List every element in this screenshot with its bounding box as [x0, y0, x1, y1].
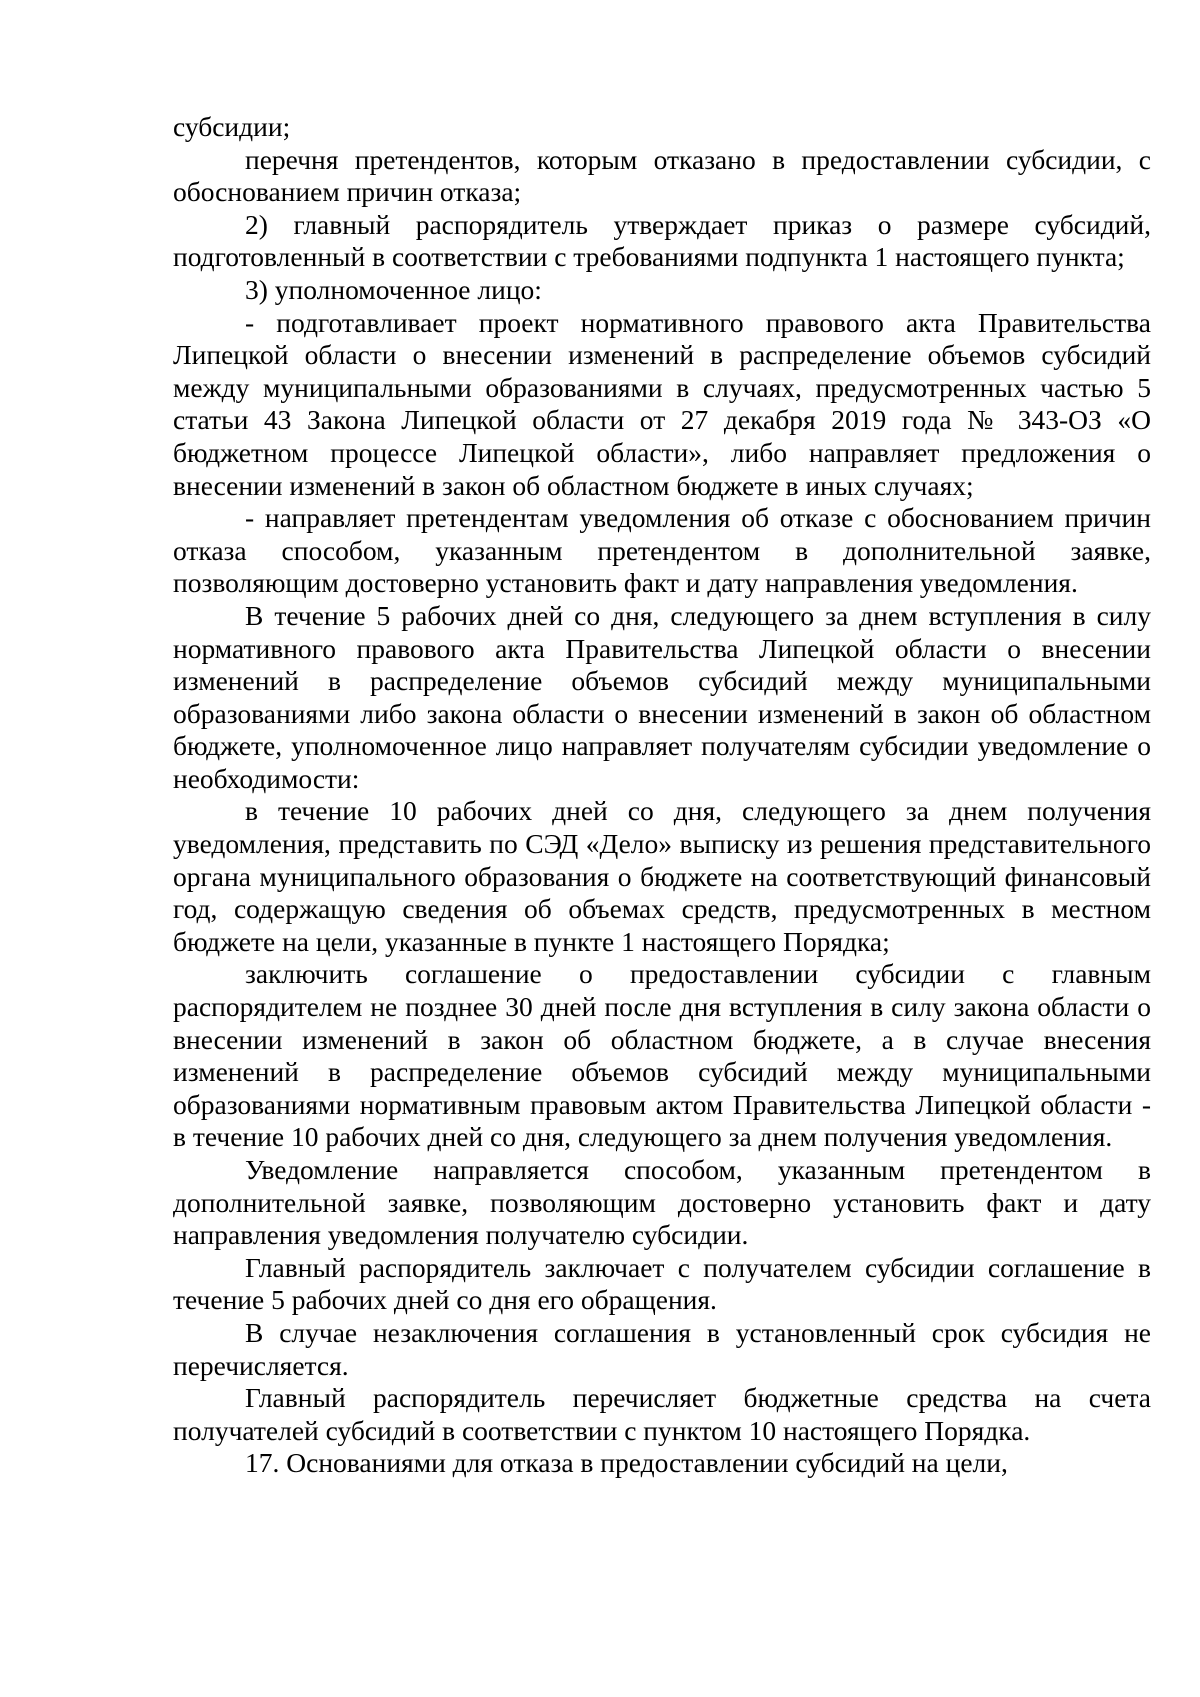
paragraph-item-3: 3) уполномоченное лицо: — [245, 273, 542, 305]
paragraph-sends-notices: - направляет претендентам уведомления об отказе с обоснованием причин отказа способом, указанным претендентом в дополнительной заявке, позволяющим достоверно установить факт и дату направления уведомления. — [173, 502, 1151, 599]
paragraph-rejected-list: перечня претендентов, которым отказано в предоставлении субсидии, с обоснованием причин отказа; — [173, 143, 1151, 208]
paragraph-within-10-days: в течение 10 рабочих дней со дня, следующего за днем получения уведомления, представить по СЭД «Дело» выписку из решения представительного органа муниципального образования о бюджете на соответствующий финансовый год, содержащую сведения об объемах средств, предусмотренных в местном бюджете на цели, указанные в пункте 1 настоящего Порядка; — [173, 795, 1151, 957]
paragraph-prepares-draft: - подготавливает проект нормативного правового акта Правительства Липецкой области о внесении изменений в распределение объемов субсидий между муниципальными образованиями в случаях, предусмотренных частью 5 статьи 43 Закона Липецкой области от 27 декабря 2019 года № 343-ОЗ «О бюджетном процессе Липецкой области», либо направляет предложения о внесении изменений в закон об областном бюджете в иных случаях; — [173, 306, 1151, 501]
paragraph-transfer-funds: Главный распорядитель перечисляет бюджетные средства на счета получателей субсидий в соответствии с пунктом 10 настоящего Порядка. — [173, 1382, 1151, 1446]
paragraph-within-5-days: В течение 5 рабочих дней со дня, следующего за днем вступления в силу нормативного правового акта Правительства Липецкой области о внесении изменений в распределение объемов субсидий между муниципальными образованиями либо закона области о внесении изменений в закон об областном бюджете, уполномоченное лицо направляет получателям субсидии уведомление о необходимости: — [173, 599, 1151, 794]
paragraph-agreement-term: Главный распорядитель заключает с получателем субсидии соглашение в течение 5 рабочих дней со дня его обращения. — [173, 1251, 1151, 1316]
paragraph-subsidies-continuation: субсидии; — [173, 111, 291, 142]
paragraph-item-2: 2) главный распорядитель утверждает приказ о размере субсидий, подготовленный в соответствии с требованиями подпункта 1 настоящего пункта; — [173, 208, 1151, 273]
paragraph-item-17: 17. Основаниями для отказа в предоставлении субсидий на цели, — [245, 1447, 1008, 1479]
paragraph-conclude-agreement: заключить соглашение о предоставлении субсидии с главным распорядителем не позднее 30 дней после дня вступления в силу закона области о внесении изменений в закон об областном бюджете, а в случае внесения изменений в распределение объемов субсидий между муниципальными образованиями нормативным правовым актом Правительства Липецкой области - в течение 10 рабочих дней со дня, следующего за днем получения уведомления. — [173, 958, 1151, 1153]
paragraph-notice-method: Уведомление направляется способом, указанным претендентом в дополнительной заявке, позволяющим достоверно установить факт и дату направления уведомления получателю субсидии. — [173, 1154, 1151, 1251]
document-page — [173, 111, 1151, 1480]
paragraph-not-concluded: В случае незаключения соглашения в установленный срок субсидия не перечисляется. — [173, 1316, 1151, 1381]
